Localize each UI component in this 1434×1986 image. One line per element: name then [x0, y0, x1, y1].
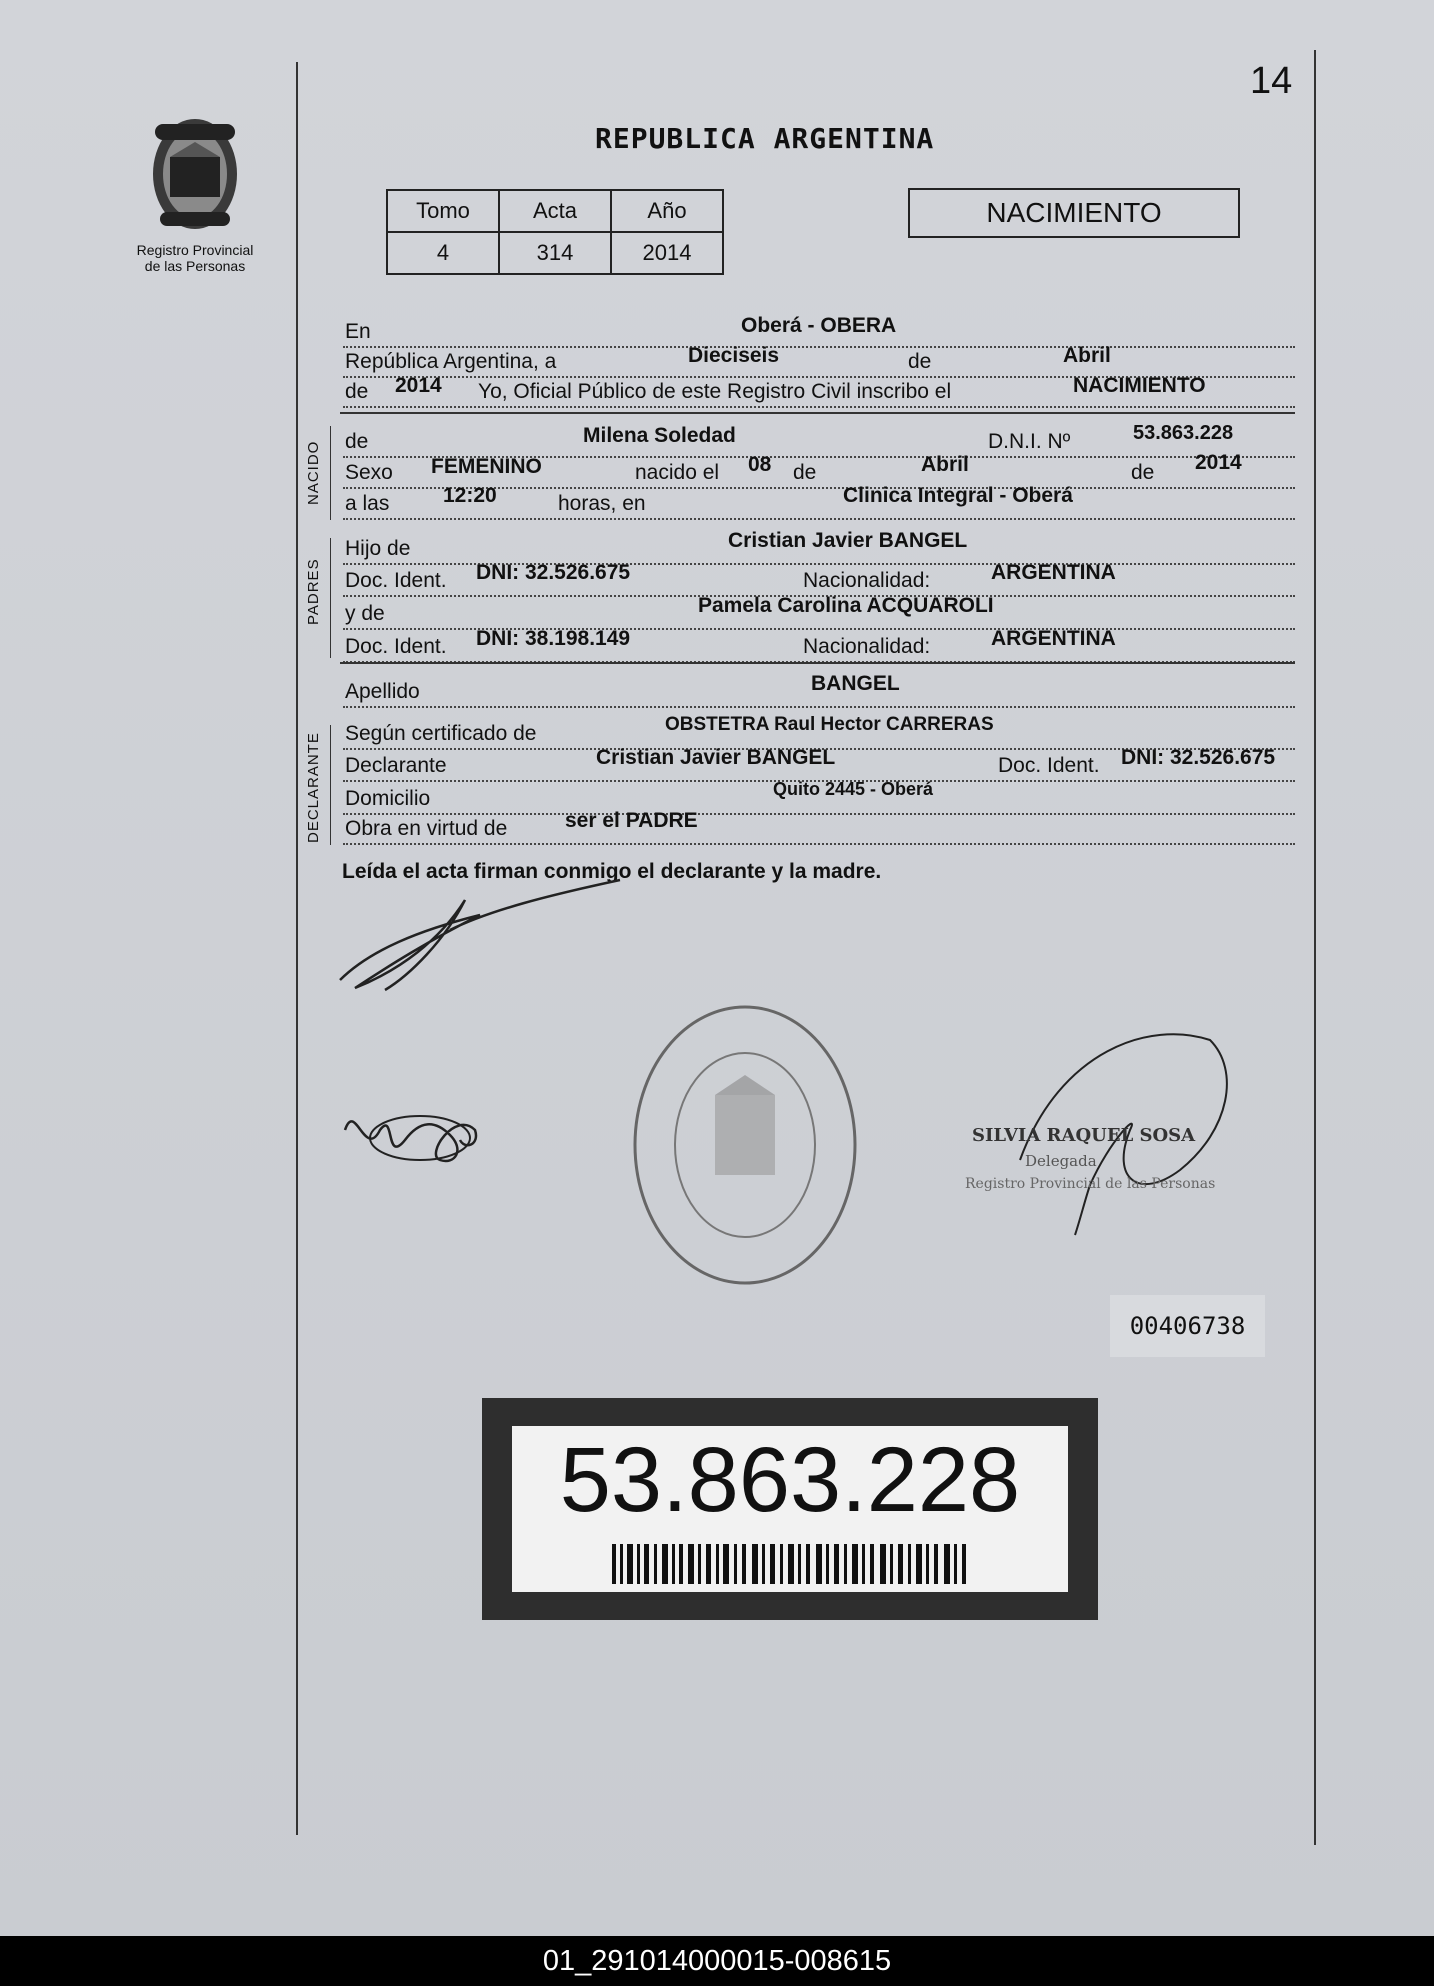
value-acto: NACIMIENTO	[1073, 374, 1206, 397]
value-nac-dia: 08	[748, 453, 772, 476]
value-apellido: BANGEL	[811, 672, 900, 695]
row-yo	[343, 374, 1295, 408]
id-label-number: 53.863.228	[559, 1429, 1021, 1531]
left-margin-line	[296, 62, 298, 1835]
official-name: SILVIA RAQUEL SOSA	[972, 1125, 1196, 1146]
label-doc-declarante: Doc. Ident.	[998, 754, 1100, 777]
value-nac-mes: Abril	[921, 453, 969, 476]
row-domicilio	[343, 779, 1295, 815]
value-anio: 2014	[611, 232, 723, 274]
official-seal	[625, 1000, 865, 1290]
section-divider	[340, 412, 1295, 414]
scan-footer: 01_291014000015-008615	[0, 1936, 1434, 1986]
value-lugar-nac: Clinica Integral - Oberá	[843, 484, 1073, 507]
logo-caption-1: Registro Provincial	[136, 242, 254, 258]
right-margin-line	[1314, 50, 1316, 1845]
label-domicilio: Domicilio	[345, 787, 431, 810]
label-doc-madre: Doc. Ident.	[345, 635, 447, 658]
label-doc-padre: Doc. Ident.	[345, 569, 447, 592]
mother-signature	[325, 1090, 485, 1180]
label-de-nac-anio: de	[1131, 461, 1155, 484]
label-de-nac-mes: de	[793, 461, 817, 484]
value-anio: 2014	[395, 374, 442, 397]
misiones-emblem-icon	[140, 112, 250, 237]
value-certificado: OBSTETRA Raul Hector CARRERAS	[665, 714, 994, 735]
label-en: En	[345, 320, 371, 343]
value-nombre: Milena Soledad	[583, 424, 736, 447]
value-madre-nac: ARGENTINA	[991, 627, 1116, 650]
label-dni: D.N.I. Nº	[988, 430, 1071, 453]
label-y-de: y de	[345, 602, 385, 625]
label-apellido: Apellido	[345, 680, 420, 703]
value-tomo: 4	[387, 232, 499, 274]
label-nac-padre: Nacionalidad:	[803, 569, 931, 592]
label-de-nombre: de	[345, 430, 369, 453]
row-hora	[343, 484, 1295, 520]
label-republica: República Argentina, a	[345, 350, 557, 373]
row-nombre	[343, 422, 1295, 458]
value-declarante-doc: DNI: 32.526.675	[1121, 746, 1276, 769]
value-acta: 314	[499, 232, 611, 274]
value-padre-nac: ARGENTINA	[991, 561, 1116, 584]
label-obra: Obra en virtud de	[345, 817, 508, 840]
document-heading: REPUBLICA ARGENTINA	[595, 122, 935, 155]
record-table	[386, 189, 724, 275]
id-label	[482, 1398, 1098, 1620]
header-acta: Acta	[499, 190, 611, 232]
header-anio: Año	[611, 190, 723, 232]
record-type-box: NACIMIENTO	[908, 188, 1240, 238]
row-en	[343, 314, 1295, 348]
value-nac-anio: 2014	[1195, 451, 1242, 474]
value-mes: Abril	[1063, 344, 1111, 367]
value-padre-doc: DNI: 32.526.675	[476, 561, 631, 584]
value-dni: 53.863.228	[1133, 422, 1234, 444]
label-yo: Yo, Oficial Público de este Registro Civil inscribo el	[478, 380, 952, 403]
row-virtud	[343, 809, 1295, 845]
value-dia-letras: Dieciseis	[688, 344, 780, 367]
value-madre: Pamela Carolina ACQUAROLI	[698, 594, 994, 617]
label-de-anio: de	[345, 380, 369, 403]
value-lugar: Oberá - OBERA	[741, 314, 897, 337]
nacido-bracket	[330, 426, 331, 520]
side-label-declarante: DECLARANTE	[305, 732, 322, 843]
value-madre-doc: DNI: 38.198.149	[476, 627, 631, 650]
side-label-padres: PADRES	[305, 558, 322, 625]
barcode-icon	[612, 1544, 968, 1584]
label-nacido-el: nacido el	[635, 461, 720, 484]
page-number: 14	[1250, 60, 1293, 102]
header-tomo: Tomo	[387, 190, 499, 232]
label-de-mes: de	[908, 350, 932, 373]
label-segun: Según certificado de	[345, 722, 537, 745]
label-a-las: a las	[345, 492, 390, 515]
label-hijo-de: Hijo de	[345, 537, 411, 560]
value-padre: Cristian Javier BANGEL	[728, 529, 968, 552]
official-title: Delegada	[1025, 1152, 1097, 1170]
value-sexo: FEMENINO	[431, 455, 542, 478]
declarante-bracket	[330, 725, 331, 845]
official-office: Registro Provincial de las Personas	[965, 1176, 1216, 1192]
label-declarante: Declarante	[345, 754, 447, 777]
logo-caption-2: de las Personas	[144, 258, 246, 274]
row-apellido	[343, 672, 1295, 708]
value-virtud: ser el PADRE	[565, 809, 698, 832]
row-madre-doc	[343, 627, 1295, 663]
label-horas-en: horas, en	[558, 492, 646, 515]
serial-number: 00406738	[1110, 1295, 1265, 1357]
id-label-inner	[512, 1426, 1068, 1592]
padres-bracket	[330, 538, 331, 658]
row-padre-doc	[343, 561, 1295, 597]
row-declarante	[343, 746, 1295, 782]
declarante-signature	[330, 870, 630, 1000]
side-label-nacido: NACIDO	[305, 440, 322, 505]
registry-logo	[130, 112, 260, 282]
value-declarante: Cristian Javier BANGEL	[596, 746, 836, 769]
section-divider	[340, 662, 1295, 664]
label-nac-madre: Nacionalidad:	[803, 635, 931, 658]
value-hora: 12:20	[443, 484, 497, 507]
value-domicilio: Quito 2445 - Oberá	[773, 779, 934, 799]
row-madre	[343, 594, 1295, 630]
label-sexo: Sexo	[345, 461, 393, 484]
closing-statement: Leída el acta firman conmigo el declarante y la madre.	[342, 860, 882, 883]
seal-icon	[625, 1000, 865, 1290]
